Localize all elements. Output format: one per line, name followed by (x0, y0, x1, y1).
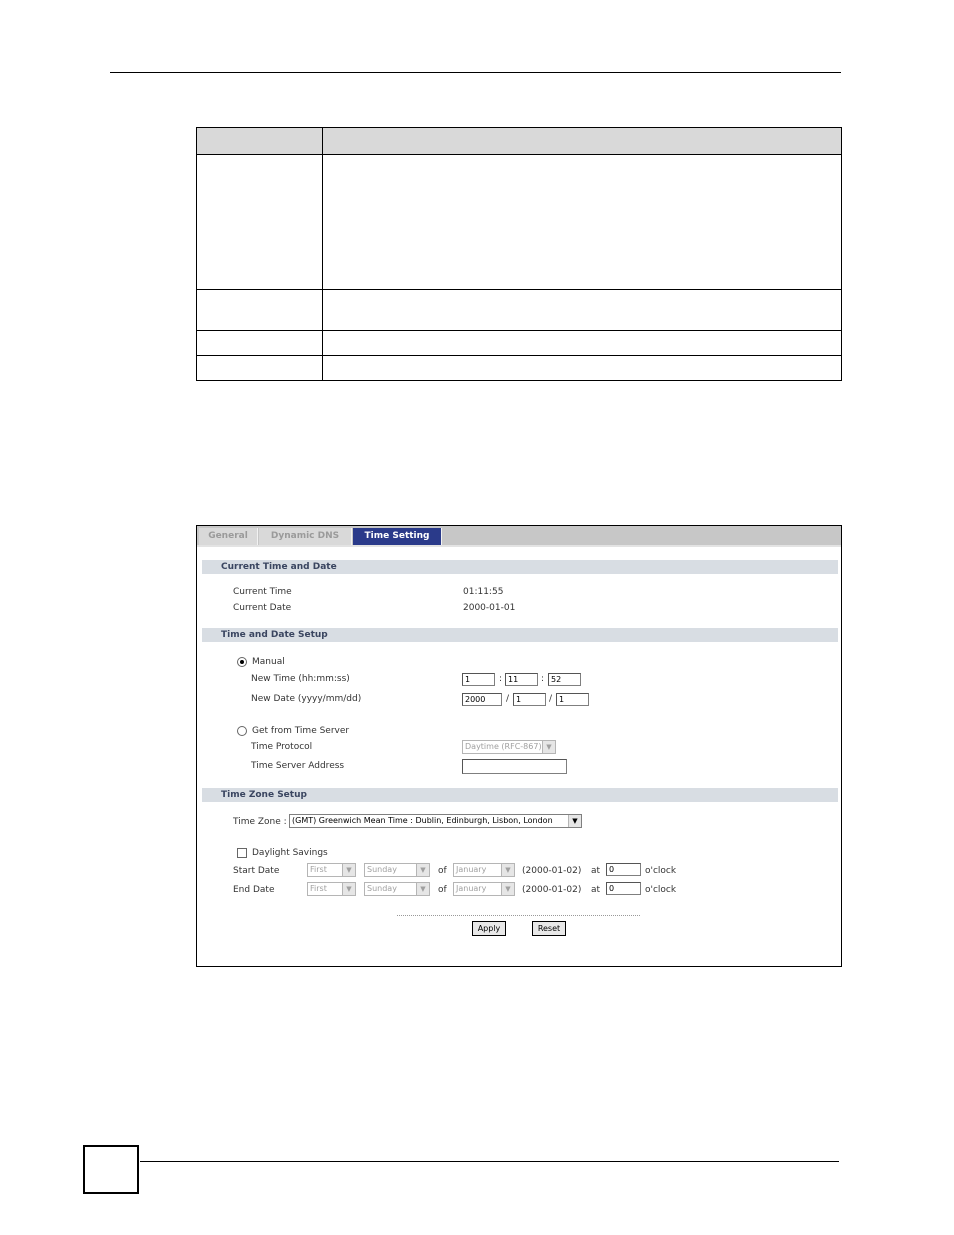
footer-rule (140, 1161, 839, 1162)
chevron-down-icon: ▼ (568, 815, 581, 827)
tab-dynamic-dns[interactable]: Dynamic DNS (259, 528, 352, 545)
section-time-zone-setup: Time Zone Setup (202, 788, 838, 802)
start-hour-input[interactable]: 0 (606, 863, 641, 876)
time-separator: : (541, 674, 545, 684)
table-row (197, 356, 842, 381)
time-setting-screen (196, 525, 842, 967)
description-table (196, 127, 842, 381)
table-row (197, 290, 842, 331)
time-protocol-select[interactable]: Daytime (RFC-867) ▼ (462, 740, 556, 754)
date-separator: / (506, 694, 510, 704)
end-month-select[interactable]: January ▼ (453, 882, 515, 896)
start-weekday-select[interactable]: Sunday ▼ (364, 863, 430, 877)
start-date-label: Start Date (233, 866, 280, 876)
tab-general[interactable]: General (199, 528, 258, 545)
current-time-label: Current Time (233, 587, 292, 597)
current-date-value: 2000-01-01 (463, 603, 516, 613)
table-row (197, 155, 842, 290)
section-current-time: Current Time and Date (202, 560, 838, 574)
time-zone-select[interactable]: (GMT) Greenwich Mean Time : Dublin, Edinburgh, Lisbon, London ▼ (289, 814, 582, 828)
apply-button[interactable]: Apply (472, 921, 506, 936)
chevron-down-icon: ▼ (501, 883, 514, 895)
current-date-label: Current Date (233, 603, 292, 613)
tab-time-setting[interactable]: Time Setting (353, 528, 442, 545)
end-date-label: End Date (233, 885, 275, 895)
time-server-radio[interactable] (237, 726, 247, 736)
header-rule (110, 72, 841, 73)
minute-input[interactable]: 11 (505, 673, 538, 686)
at-label: at (591, 885, 601, 895)
example-date: (2000-01-02) (522, 866, 582, 876)
tab-bar (197, 526, 841, 545)
manual-label: Manual (252, 657, 285, 667)
at-label: at (591, 866, 601, 876)
table-header-row (197, 128, 842, 155)
example-date: (2000-01-02) (522, 885, 582, 895)
new-time-label: New Time (hh:mm:ss) (251, 674, 350, 684)
reset-button[interactable]: Reset (532, 921, 566, 936)
chevron-down-icon: ▼ (501, 864, 514, 876)
chevron-down-icon: ▼ (416, 864, 429, 876)
month-input[interactable]: 1 (513, 693, 546, 706)
day-input[interactable]: 1 (556, 693, 589, 706)
table-row (197, 331, 842, 356)
new-date-label: New Date (yyyy/mm/dd) (251, 694, 362, 704)
start-month-select[interactable]: January ▼ (453, 863, 515, 877)
time-zone-label: Time Zone : (233, 817, 287, 827)
section-time-date-setup: Time and Date Setup (202, 628, 838, 642)
oclock-label: o'clock (645, 885, 677, 895)
end-week-select[interactable]: First ▼ (307, 882, 356, 896)
time-separator: : (499, 674, 503, 684)
hour-input[interactable]: 1 (462, 673, 495, 686)
current-time-value: 01:11:55 (463, 587, 504, 597)
date-separator: / (549, 694, 553, 704)
time-server-address-label: Time Server Address (251, 761, 345, 771)
year-input[interactable]: 2000 (462, 693, 502, 706)
end-weekday-select[interactable]: Sunday ▼ (364, 882, 430, 896)
second-input[interactable]: 52 (548, 673, 581, 686)
chevron-down-icon: ▼ (542, 741, 555, 753)
oclock-label: o'clock (645, 866, 677, 876)
of-label: of (438, 885, 447, 895)
end-hour-input[interactable]: 0 (606, 882, 641, 895)
daylight-savings-checkbox[interactable] (237, 848, 247, 858)
button-divider (397, 915, 640, 916)
time-server-address-input[interactable] (462, 759, 567, 774)
time-server-label: Get from Time Server (252, 726, 350, 736)
start-week-select[interactable]: First ▼ (307, 863, 356, 877)
chevron-down-icon: ▼ (342, 883, 355, 895)
tab-underline (197, 545, 841, 547)
chevron-down-icon: ▼ (416, 883, 429, 895)
time-protocol-label: Time Protocol (251, 742, 313, 752)
manual-radio[interactable] (237, 657, 247, 667)
daylight-savings-label: Daylight Savings (252, 848, 328, 858)
of-label: of (438, 866, 447, 876)
chevron-down-icon: ▼ (342, 864, 355, 876)
page-number-box (83, 1145, 139, 1194)
